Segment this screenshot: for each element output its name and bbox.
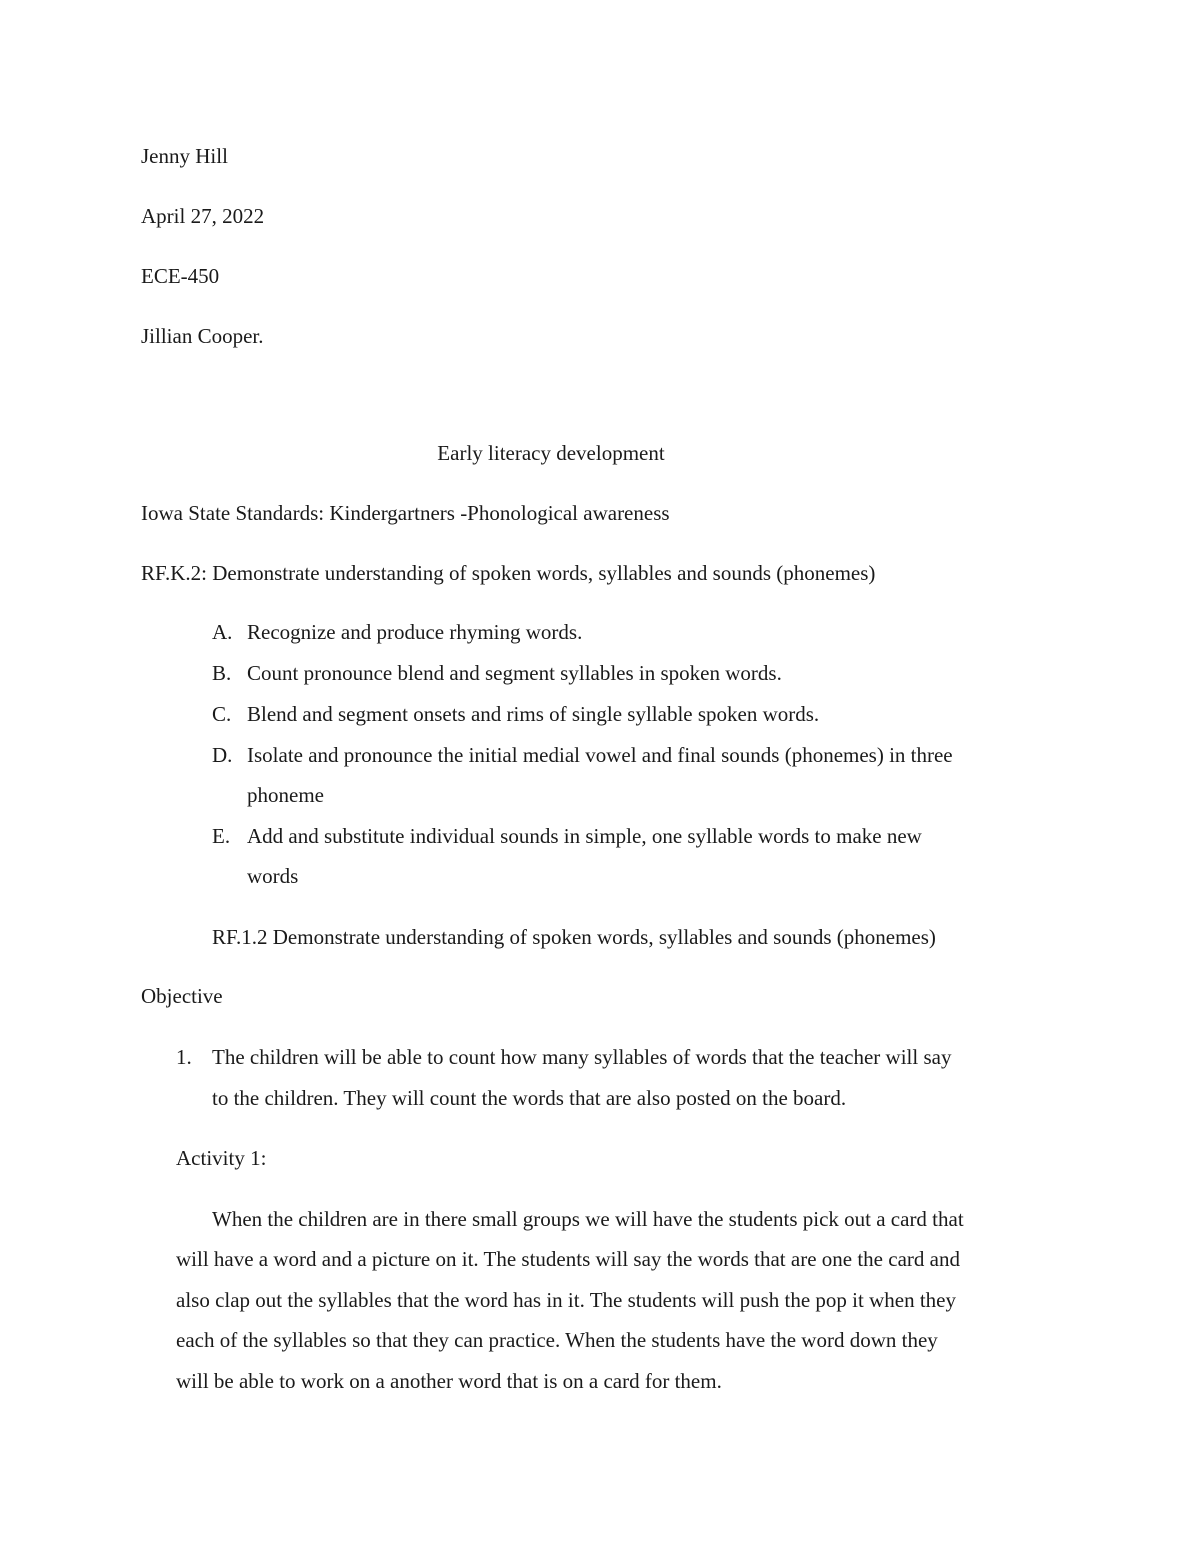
activity-heading: Activity 1: — [176, 1146, 267, 1170]
document-date: April 27, 2022 — [141, 204, 265, 228]
list-item-text: words — [247, 864, 299, 888]
paragraph-line: each of the syllables so that they can practice. When the students have the word down they — [176, 1328, 938, 1352]
paragraph-line: will have a word and a picture on it. The students will say the words that are one the card and — [176, 1247, 960, 1271]
list-item-letter: E. — [212, 824, 231, 848]
author-name: Jenny Hill — [141, 144, 228, 168]
paragraph-line: will be able to work on a another word that is on a card for them. — [176, 1369, 722, 1393]
list-item-text: phoneme — [247, 783, 324, 807]
list-item-number: 1. — [176, 1045, 192, 1069]
list-item-text: Count pronounce blend and segment syllables in spoken words. — [247, 661, 782, 685]
list-item-text: Add and substitute individual sounds in simple, one syllable words to make new — [247, 824, 922, 848]
instructor-name: Jillian Cooper. — [141, 324, 264, 348]
list-item-letter: C. — [212, 702, 232, 726]
list-item-letter: B. — [212, 661, 232, 685]
list-item-text: Recognize and produce rhyming words. — [247, 620, 583, 644]
paragraph-line: also clap out the syllables that the word has in it. The students will push the pop it when they — [176, 1288, 956, 1312]
standards-heading: Iowa State Standards: Kindergartners -Phonological awareness — [141, 501, 670, 525]
paragraph-line: When the children are in there small groups we will have the students pick out a card that — [212, 1207, 964, 1231]
list-item-letter: D. — [212, 743, 233, 767]
objective-heading: Objective — [141, 984, 223, 1008]
list-item-text: to the children. They will count the words that are also posted on the board. — [212, 1086, 847, 1110]
course-code: ECE-450 — [141, 264, 220, 288]
standard-rfk2: RF.K.2: Demonstrate understanding of spoken words, syllables and sounds (phonemes) — [141, 561, 876, 585]
standard-rf12: RF.1.2 Demonstrate understanding of spoken words, syllables and sounds (phonemes) — [212, 925, 936, 949]
list-item-text: Blend and segment onsets and rims of single syllable spoken words. — [247, 702, 820, 726]
list-item-text: Isolate and pronounce the initial medial vowel and final sounds (phonemes) in three — [247, 743, 953, 767]
list-item-text: The children will be able to count how many syllables of words that the teacher will say — [212, 1045, 952, 1069]
list-item-letter: A. — [212, 620, 233, 644]
document-title: Early literacy development — [437, 441, 665, 465]
